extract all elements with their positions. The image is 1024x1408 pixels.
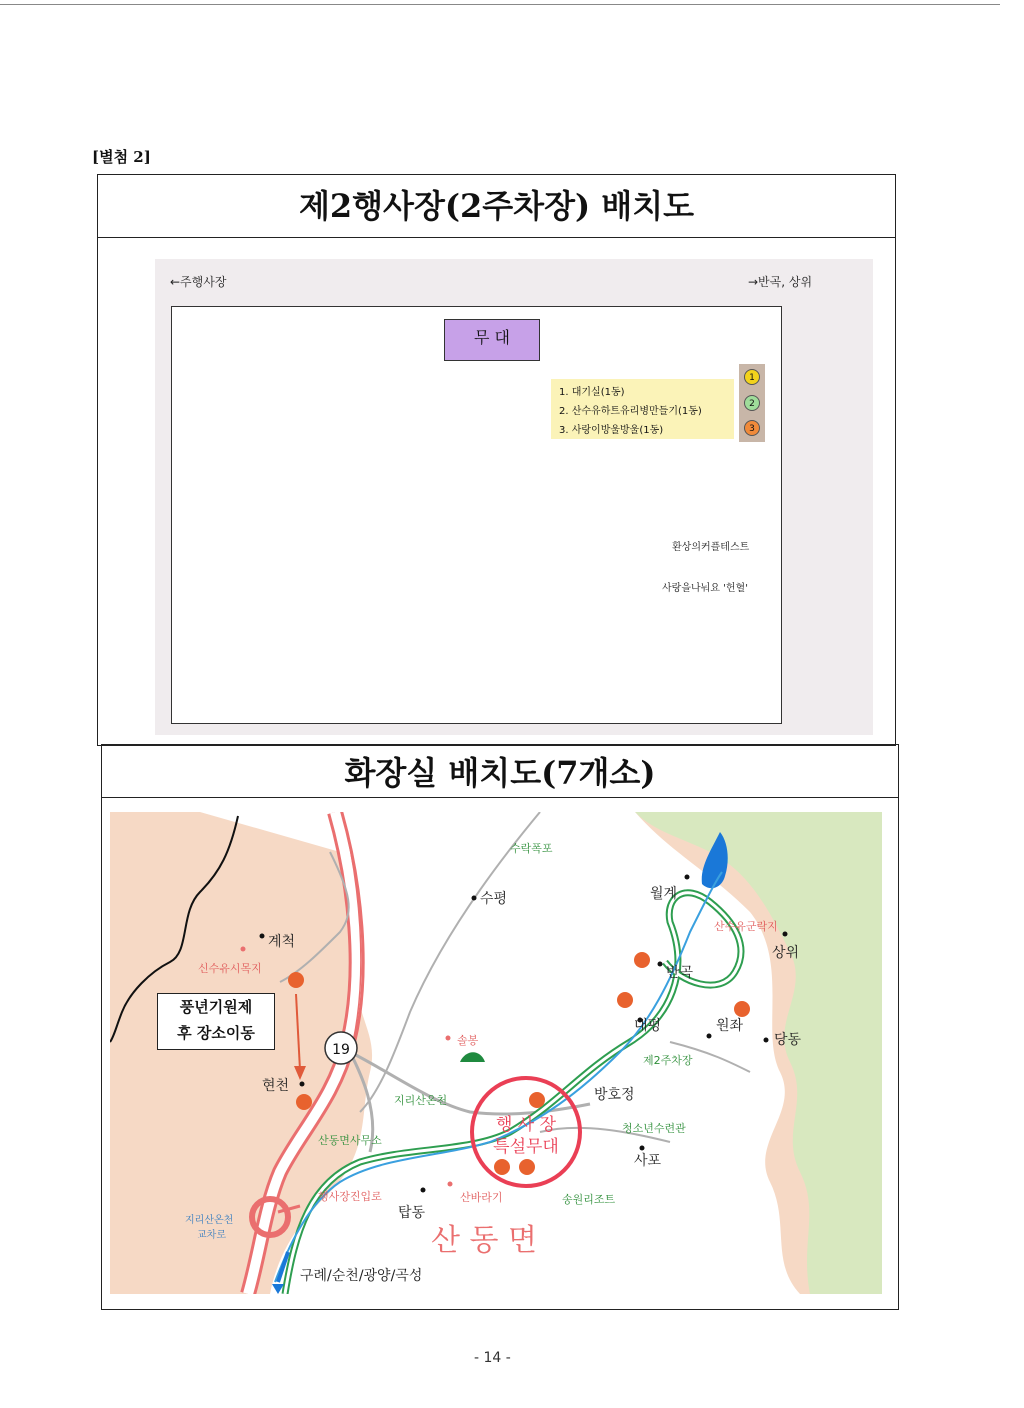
label-parking2: 제2주차장 <box>643 1054 693 1067</box>
callout-line-2: 후 장소이동 <box>177 1024 255 1042</box>
label-ic-line2: 교차로 <box>197 1230 226 1241</box>
label-sangwi: 상위 <box>772 945 800 961</box>
label-dangdong: 당동 <box>774 1032 802 1048</box>
booth-note-blood-donation: 사랑을나눠요 '헌혈' <box>662 583 748 594</box>
venue-label-line1: 행 사 장 <box>495 1115 557 1135</box>
venue-label-line2: 특설무대 <box>493 1137 559 1157</box>
restroom-dot-8 <box>519 1159 535 1175</box>
label-bangok: 반곡 <box>666 965 694 981</box>
restroom-dot-6 <box>529 1092 545 1108</box>
layout-title: 제2행사장(2주차장) 배치도 <box>98 175 895 238</box>
scan-top-line <box>0 4 1000 5</box>
label-jirisan-oncheon: 지리산온천 <box>394 1094 448 1107</box>
label-tapdong: 탑동 <box>398 1205 426 1221</box>
callout-line-1: 풍년기원제 <box>179 998 253 1016</box>
label-south-destinations: 구례/순천/광양/곡성 <box>300 1268 423 1284</box>
direction-left: ←주행사장 <box>170 275 227 289</box>
label-wolgye: 월계 <box>650 886 678 902</box>
label-banghojeong: 방호정 <box>594 1087 635 1103</box>
booth-marker-2: 2 <box>744 395 760 411</box>
restroom-title: 화장실 배치도(7개소) <box>102 745 898 798</box>
direction-right: →반곡, 상위 <box>748 275 813 289</box>
restroom-dot-7 <box>494 1159 510 1175</box>
label-songwon: 송원리조트 <box>562 1193 616 1206</box>
booth-markers <box>739 364 765 442</box>
legend-item-3: 3. 사랑이방울방울(1동) <box>559 425 664 436</box>
district-label: 산 동 면 <box>430 1223 538 1258</box>
label-sansuyu-village: 산수유군락지 <box>714 920 778 933</box>
legend-box <box>551 379 734 439</box>
booth-note-couple-test: 환상의커플테스트 <box>672 542 750 553</box>
label-hyeoncheon: 현천 <box>262 1078 290 1094</box>
label-ic-line1: 지리산온천 <box>185 1215 234 1226</box>
restroom-dot-2 <box>296 1094 312 1110</box>
label-sapo: 사포 <box>634 1153 662 1169</box>
restroom-dot-1 <box>288 972 304 988</box>
page-number: - 14 - <box>474 1350 511 1366</box>
label-sanbaragi: 산바라기 <box>460 1191 503 1204</box>
booth-marker-1: 1 <box>744 369 760 385</box>
booth-marker-3: 3 <box>744 420 760 436</box>
label-sandong-office: 산동면사무소 <box>318 1134 382 1147</box>
relocation-callout <box>157 993 275 1050</box>
legend-item-1: 1. 대기실(1동) <box>559 387 625 398</box>
label-wonjwa: 원좌 <box>716 1018 744 1034</box>
label-gyecheok: 계척 <box>268 934 296 950</box>
attachment-label: [별첨 2] <box>92 148 151 166</box>
restroom-dot-3 <box>634 952 650 968</box>
label-daepyeong: 대평 <box>634 1018 662 1034</box>
label-solbong: 솔봉 <box>457 1034 479 1047</box>
label-sinsuyu: 신수유시목지 <box>198 962 262 975</box>
stage-block: 무 대 <box>444 319 540 361</box>
label-youth-center: 청소년수련관 <box>622 1122 686 1135</box>
label-supyeong: 수평 <box>480 891 508 907</box>
label-sulakpokpo: 수락폭포 <box>510 842 553 855</box>
route-19-label: 19 <box>332 1042 350 1058</box>
area-map <box>110 812 882 1294</box>
legend-item-2: 2. 산수유하트유리병만들기(1동) <box>559 406 702 417</box>
venue-area <box>171 306 782 724</box>
label-venue-entrance: 행사장진입로 <box>318 1190 382 1203</box>
restroom-dot-4 <box>617 992 633 1008</box>
restroom-dot-5 <box>734 1001 750 1017</box>
